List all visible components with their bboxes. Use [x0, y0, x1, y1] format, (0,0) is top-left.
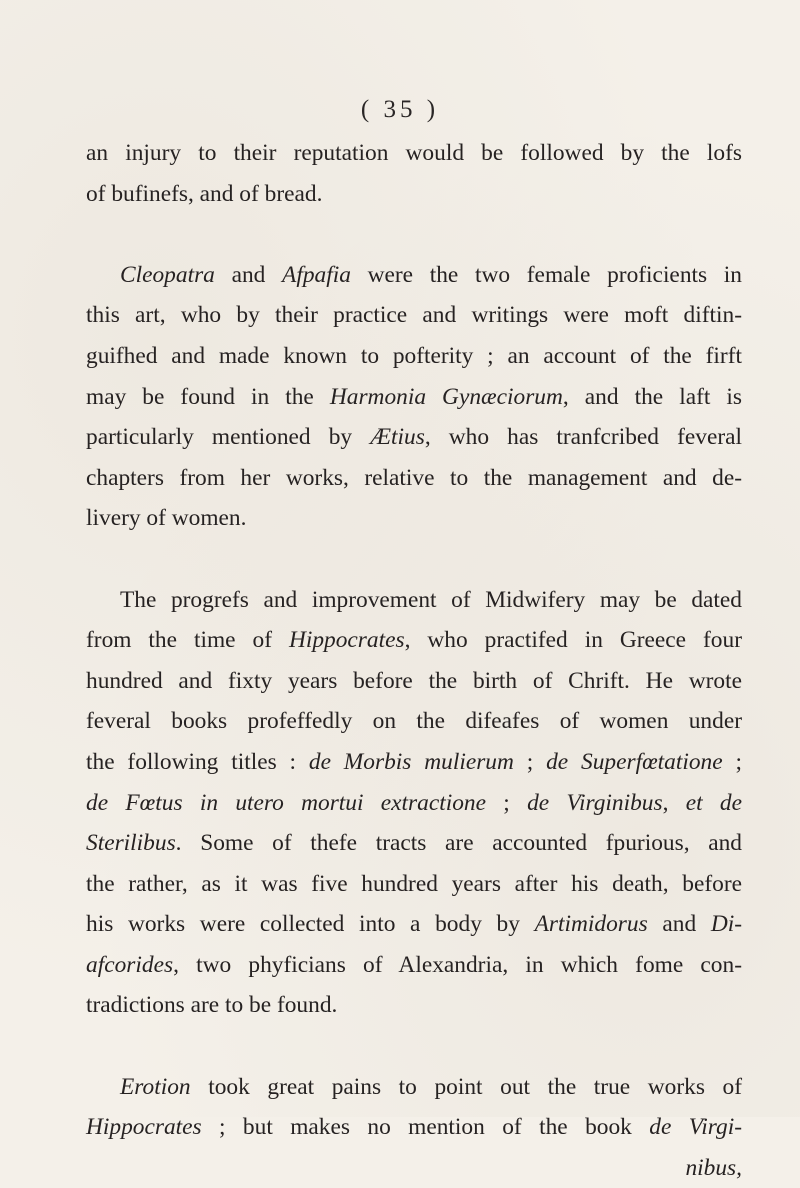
italic-title: de Superfœtatione [546, 748, 723, 775]
text-line: hundred and fixty years before the birth of Chrift. He wrote [86, 667, 742, 694]
text-run: from the time of [86, 627, 289, 654]
text-run: the following titles : [86, 748, 309, 775]
text-line [86, 417, 742, 458]
text-line: chapters from her works, relative to the management and de- [86, 464, 742, 491]
page-number: ( 35 ) [360, 96, 440, 123]
text-run: his works were collected into a body by [86, 911, 535, 938]
text-run: , who has tranfcribed feveral [424, 424, 743, 451]
text-line [86, 255, 742, 296]
text-run: , who practifed in Greece four [404, 627, 742, 654]
body-text [86, 133, 742, 1188]
italic-title: Harmonia Gynæciorum [329, 383, 563, 410]
italic-name: Hippocrates [86, 1114, 202, 1141]
text-run: ; [513, 748, 547, 775]
text-run: . Some of thefe tracts are accounted fpurious, and [175, 830, 742, 857]
text-run: may be found in the [86, 383, 330, 410]
text-line [86, 620, 742, 661]
italic-name: Afpafia [282, 261, 351, 288]
paragraph [86, 580, 742, 1027]
text-run: , [662, 789, 686, 816]
italic-name: Di- [710, 911, 742, 938]
text-run: ; [722, 748, 742, 775]
text-line: feveral books profeffedly on the difeafes of women under [86, 708, 742, 735]
text-line [86, 377, 742, 418]
text-run: and [214, 261, 283, 288]
paragraph [86, 1067, 742, 1188]
text-line: guifhed and made known to pofterity ; an account of the firft [86, 342, 742, 369]
text-line: an injury to their reputation would be followed by the lofs [86, 140, 742, 166]
italic-name: Ætius [370, 424, 425, 451]
text-line: livery of women. [86, 505, 247, 532]
text-line [86, 1107, 742, 1148]
text-line [86, 1067, 742, 1108]
italic-title: Sterilibus [86, 830, 176, 857]
text-run: ; [486, 789, 528, 816]
text-line [86, 783, 742, 824]
italic-name: Hippocrates [288, 627, 405, 654]
text-line: of bufinefs, and of bread. [86, 180, 323, 207]
text-line [86, 823, 742, 864]
text-line: the rather, as it was five hundred years after his death, before [86, 870, 742, 897]
text-run: were the two female proficients in [350, 261, 742, 288]
text-run: ; but makes no mention of the book [201, 1114, 650, 1141]
text-line [86, 742, 742, 783]
italic-title: de Virgi- [649, 1114, 742, 1141]
text-line [86, 945, 742, 986]
italic-name: Artimidorus [534, 911, 648, 938]
text-line: tradictions are to be found. [86, 992, 338, 1019]
catchword: nibus, [685, 1154, 742, 1181]
italic-name: Cleopatra [120, 261, 215, 288]
text-run: particularly mentioned by [86, 424, 371, 451]
paragraph [86, 255, 742, 539]
italic-title: et de [685, 789, 742, 816]
text-run: , and the laft is [562, 383, 743, 410]
italic-title: de Fœtus in utero mortui extractione [86, 789, 486, 816]
italic-name: afcorides [86, 951, 174, 978]
text-run: and [647, 911, 711, 938]
text-line [86, 904, 742, 945]
italic-title: de Virginibus [527, 789, 663, 816]
text-line: this art, who by their practice and writings were moft diftin- [86, 302, 742, 329]
italic-name: Erotion [120, 1073, 191, 1100]
text-run: took great pains to point out the true works of [190, 1073, 742, 1100]
text-line: The progrefs and improvement of Midwifery may be dated [120, 586, 742, 613]
paragraph [86, 133, 742, 214]
italic-title: de Morbis mulierum [308, 748, 514, 775]
text-run: , two phyficians of Alexandria, in which fome con- [173, 951, 742, 978]
